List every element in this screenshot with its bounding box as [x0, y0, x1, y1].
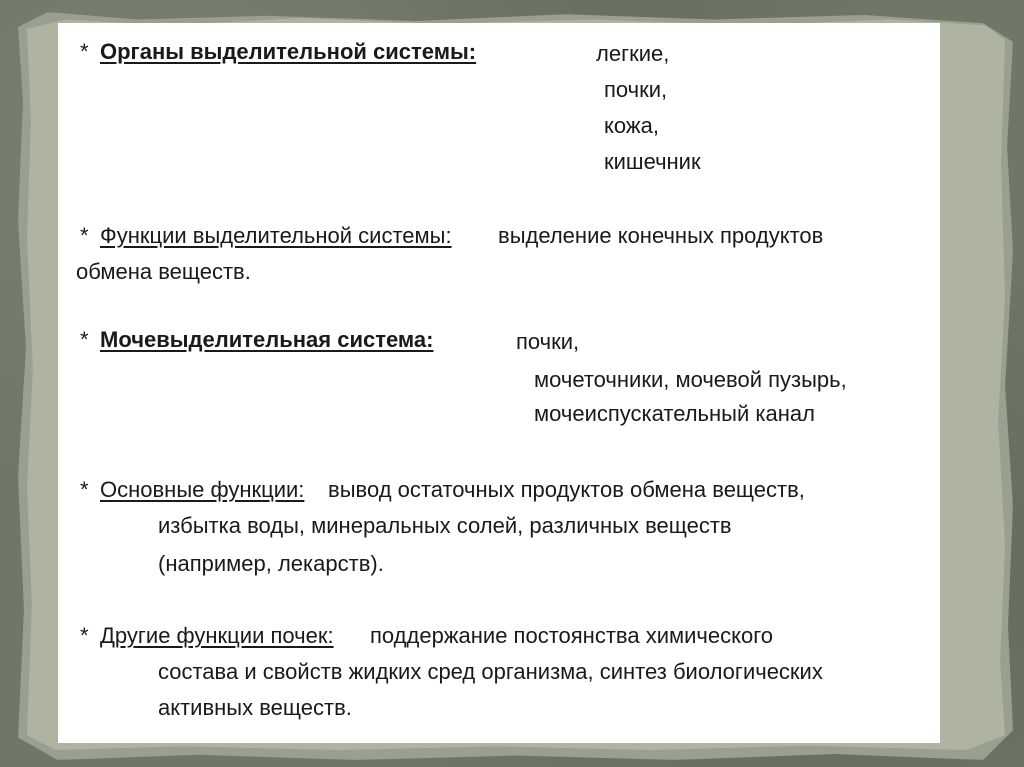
section-4-line-3: (например, лекарств).: [158, 551, 384, 576]
section-2-heading-line: [80, 221, 452, 251]
section-5-heading-line: [80, 621, 334, 651]
section-1-line-1: легкие,: [596, 41, 670, 66]
bullet-marker: *: [80, 327, 89, 352]
bullet-marker: *: [80, 623, 89, 648]
section-2-line-1: выделение конечных продуктов: [498, 223, 824, 248]
section-4-line-2: избытка воды, минеральных солей, различных веществ: [158, 513, 732, 538]
section-1-heading-line: [80, 37, 476, 67]
section-2-line-2: обмена веществ.: [76, 259, 251, 284]
section-4-heading-line: [80, 475, 304, 505]
section-4-heading: Основные функции:: [100, 477, 305, 502]
section-3-line-3: мочеиспускательный канал: [534, 401, 815, 426]
section-5-line-1: поддержание постоянства химического: [370, 623, 773, 648]
slide-content: [58, 23, 940, 743]
section-5-line-2: состава и свойств жидких сред организма, синтез биологических: [158, 659, 823, 684]
section-1-line-4: кишечник: [604, 149, 701, 174]
section-5-heading: Другие функции почек:: [100, 623, 334, 648]
section-1-line-2: почки,: [604, 77, 668, 102]
section-3-line-2: мочеточники, мочевой пузырь,: [534, 367, 847, 392]
section-3-heading: Мочевыделительная система:: [100, 327, 434, 352]
bullet-marker: *: [80, 39, 89, 64]
section-3-heading-line: [80, 325, 433, 355]
section-1-heading: Органы выделительной системы:: [100, 39, 477, 64]
section-5-line-3: активных веществ.: [158, 695, 352, 720]
section-4-line-1: вывод остаточных продуктов обмена веществ,: [328, 477, 805, 502]
section-3-line-1: почки,: [516, 329, 580, 354]
bullet-marker: *: [80, 223, 89, 248]
bullet-marker: *: [80, 477, 89, 502]
section-1-line-3: кожа,: [604, 113, 659, 138]
section-2-heading: Функции выделительной системы:: [100, 223, 452, 248]
